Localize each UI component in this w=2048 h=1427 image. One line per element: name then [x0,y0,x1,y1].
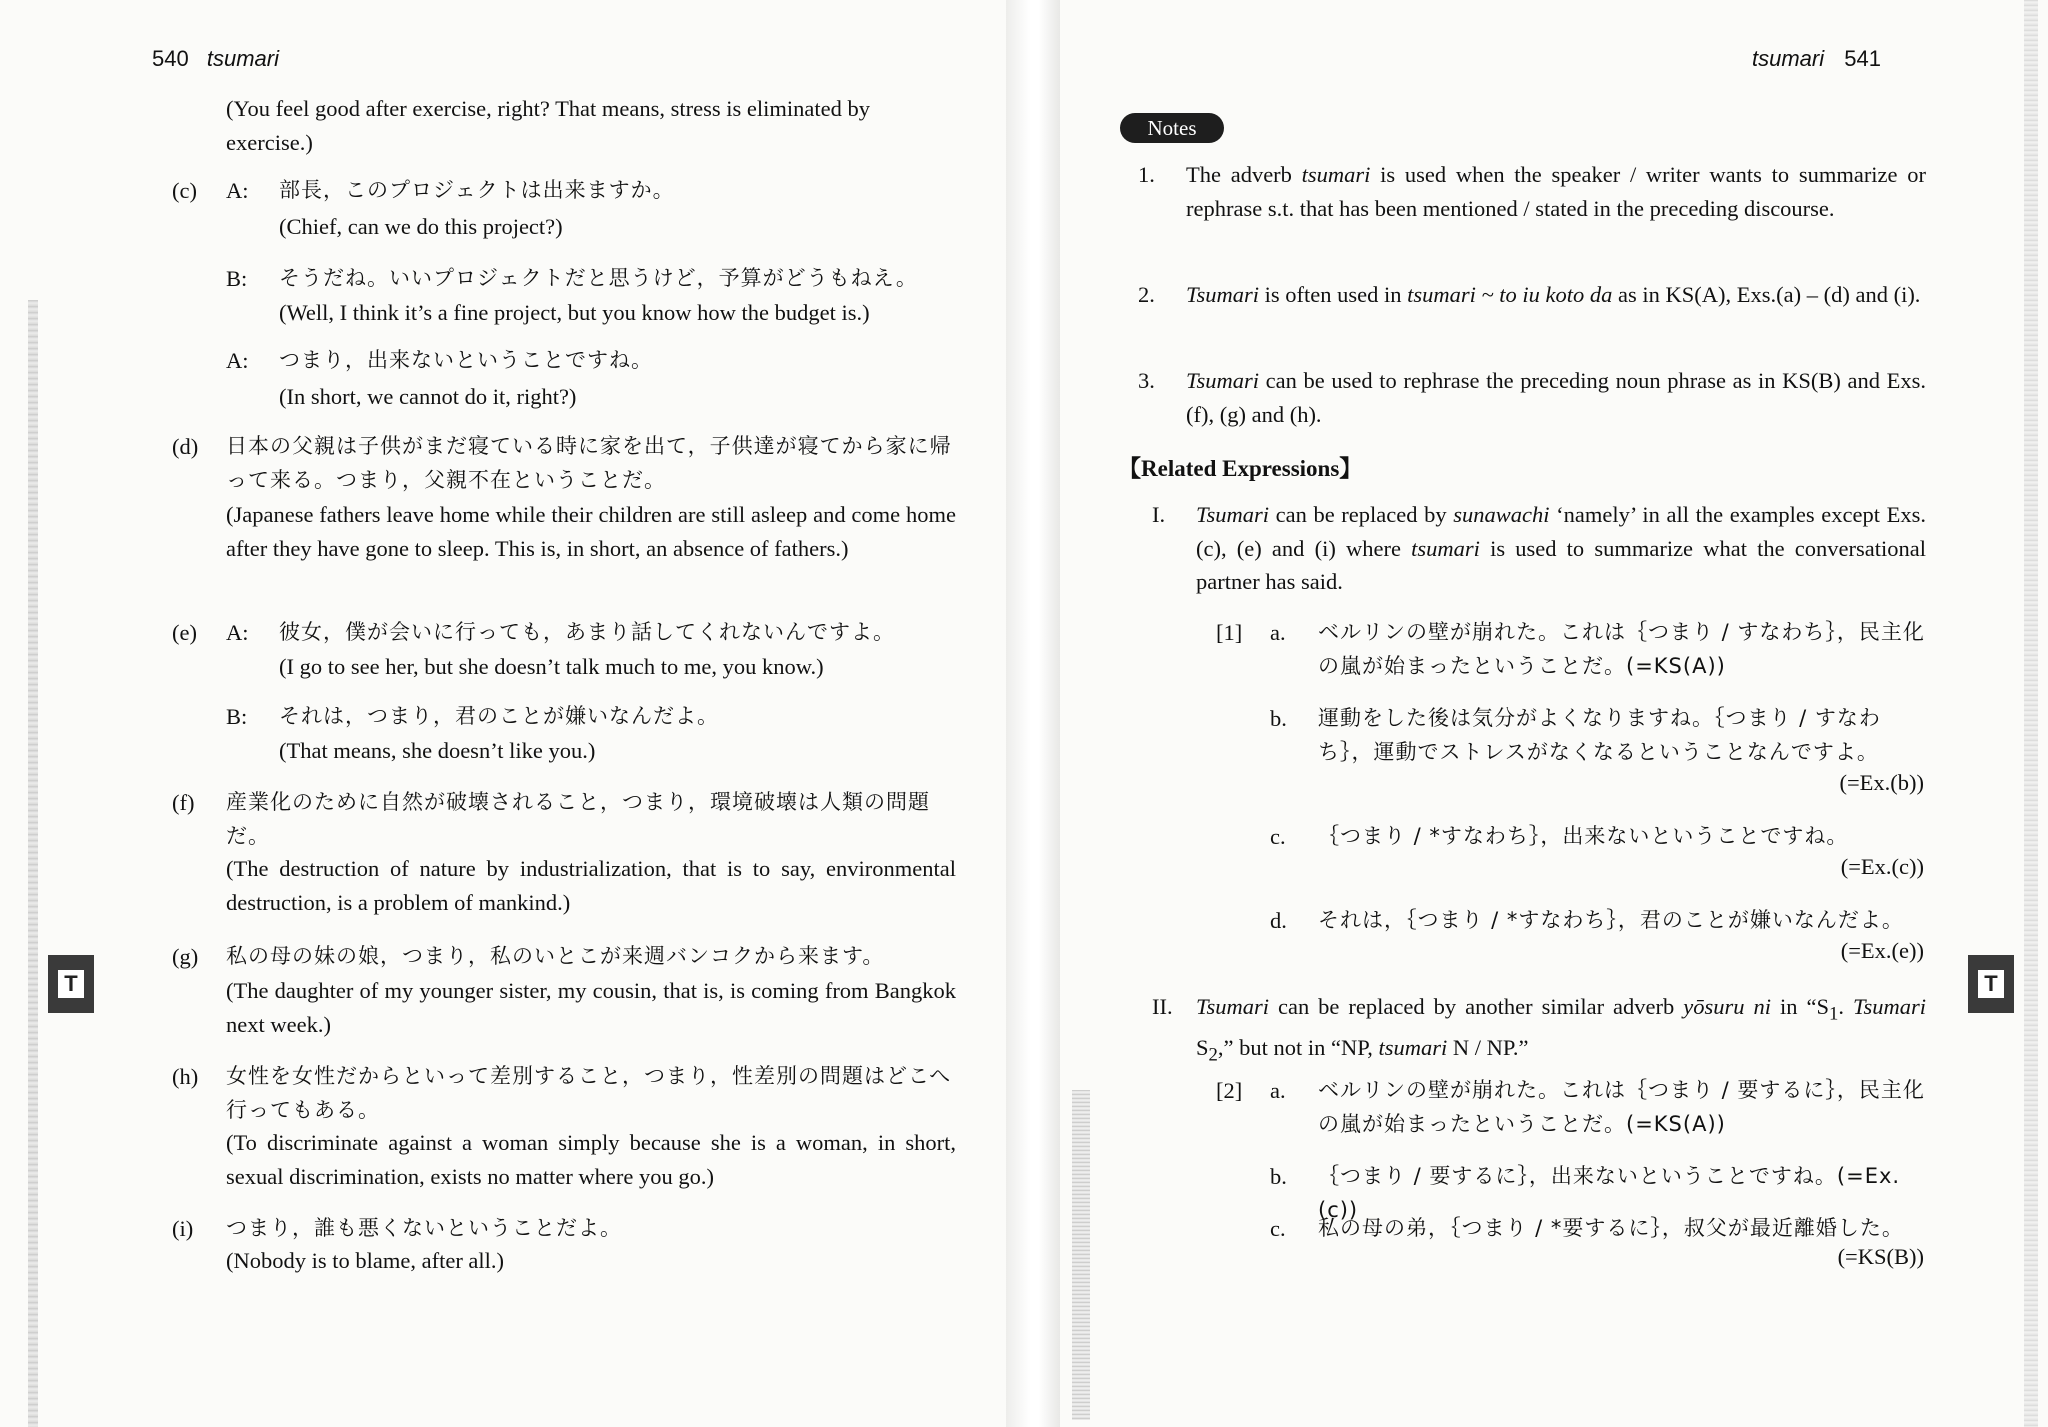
item-japanese: それは，｛つまり / *すなわち｝，君のことが嫌いなんだよ。 [1318,908,1904,932]
item-letter: b. [1270,706,1287,731]
example-translation: (That means, she doesn’t like you.) [279,738,596,763]
running-head-word: tsumari [1752,46,1825,71]
example-japanese: それは，つまり，君のことが嫌いなんだよ。 [279,704,719,728]
example-japanese: つまり，出来ないということですね。 [279,348,653,372]
example-translation: (The destruction of nature by industrialization, that is to say, environmental destruction, is a problem of mankind.) [226,856,956,915]
example-japanese: つまり，誰も悪くないということだよ。 [226,1216,622,1240]
related-number: II. [1152,994,1173,1019]
cross-reference: (=Ex.(b)) [1839,770,1924,795]
speaker-label: A: [226,348,249,373]
item-japanese: ベルリンの壁が崩れた。これは｛つまり / すなわち｝，民主化の嵐が始まったということだ。(=KS(A)) [1318,620,1925,678]
running-head-right [1752,46,1881,72]
speaker-label: B: [226,266,248,291]
example-label-g: (g) [172,944,199,969]
thumb-index-tab: T [1968,955,2014,1013]
note-3: Tsumari can be used to rephrase the preceding noun phrase as in KS(B) and Exs.(f), (g) and (h). [1186,368,1926,427]
note-number: 2. [1138,282,1155,307]
example-translation: (Nobody is to blame, after all.) [226,1248,505,1273]
example-japanese: 女性を女性だからといって差別すること，つまり，性差別の問題はどこへ行ってもある。 [226,1064,952,1122]
example-label-e: (e) [172,620,197,645]
example-translation: (I go to see her, but she doesn’t talk much to me, you know.) [279,654,824,679]
book-gutter [1006,0,1060,1427]
page-edge-shadow [2024,0,2038,1427]
related-number: I. [1152,502,1166,527]
speaker-label: A: [226,620,249,645]
running-head-word: tsumari [206,46,279,71]
item-letter: a. [1270,620,1286,645]
example-translation: (The daughter of my younger sister, my cousin, that is, is coming from Bangkok next week.) [226,978,956,1037]
related-expression-1: Tsumari can be replaced by sunawachi ‘namely’ in all the examples except Exs.(c), (e) and (i) where tsumari is used to summarize what the conversational partner has said. [1196,502,1926,594]
note-2: Tsumari is often used in tsumari ~ to iu koto da as in KS(A), Exs.(a) – (d) and (i). [1186,282,1921,307]
speaker-label: A: [226,178,249,203]
notes-badge: Notes [1120,113,1224,143]
cross-reference: (=Ex.(c)) [1840,854,1924,879]
example-translation: (Japanese fathers leave home while their children are still asleep and come home after they have gone to sleep. This is, in short, an absence of fathers.) [226,502,956,561]
cross-reference: (=KS(B)) [1837,1244,1924,1269]
page-edge-shadow [28,300,38,1427]
example-japanese: 彼女，僕が会いに行っても，あまり話してくれないんですよ。 [279,620,895,644]
example-japanese: 産業化のために自然が破壊されること，つまり，環境破壊は人類の問題だ。 [226,790,930,848]
example-japanese: 部長，このプロジェクトは出来ますか。 [279,178,675,202]
item-japanese: 私の母の弟，｛つまり / *要するに｝，叔父が最近離婚した。 [1318,1216,1904,1240]
item-japanese: ｛つまり / 要するに｝，出来ないということですね。(=Ex.(c)) [1318,1164,1901,1222]
related-expressions-heading: 【Related Expressions】 [1118,456,1363,481]
item-letter: a. [1270,1078,1286,1103]
example-label-h: (h) [172,1064,199,1089]
example-translation: (To discriminate against a woman simply because she is a woman, in short, sexual discrimination, exists no matter where you go.) [226,1130,956,1189]
page-number: 540 [152,46,189,71]
item-letter: c. [1270,824,1286,849]
example-japanese: 日本の父親は子供がまだ寝ている時に家を出て，子供達が寝てから家に帰って来る。つまり，父親不在ということだ。 [226,434,952,492]
example-japanese: 私の母の妹の娘，つまり，私のいとこが来週バンコクから来ます。 [226,944,885,968]
item-letter: b. [1270,1164,1287,1189]
thumb-index-tab: T [48,955,94,1013]
item-japanese: ベルリンの壁が崩れた。これは｛つまり / 要するに｝，民主化の嵐が始まったということだ。(=KS(A)) [1318,1078,1925,1136]
note-number: 3. [1138,368,1155,393]
page-number: 541 [1844,46,1881,71]
item-letter: d. [1270,908,1287,933]
example-translation: (Well, I think it’s a fine project, but you know how the budget is.) [279,300,870,325]
example-label-c: (c) [172,178,197,203]
cross-reference: (=Ex.(e)) [1840,938,1924,963]
example-group-label: [1] [1216,620,1243,645]
related-expression-2: Tsumari can be replaced by another similar adverb yōsuru ni in “$S_1$. Tsumari $S_2$,” but not in “NP, tsumari N / NP.” [1196,994,1926,1066]
item-japanese: 運動をした後は気分がよくなりますね。｛つまり / すなわち｝，運動でストレスがなくなるということなんですよ。 [1318,706,1881,764]
item-letter: c. [1270,1216,1286,1241]
example-label-f: (f) [172,790,195,815]
note-number: 1. [1138,162,1155,187]
left-page [0,0,1006,1427]
scan-shadow [1072,1090,1090,1420]
intro-translation: (You feel good after exercise, right? That means, stress is eliminated by exercise.) [226,96,870,155]
example-translation: (In short, we cannot do it, right?) [279,384,577,409]
example-label-i: (i) [172,1216,194,1241]
example-label-d: (d) [172,434,199,459]
example-translation: (Chief, can we do this project?) [279,214,563,239]
item-japanese: ｛つまり / *すなわち｝，出来ないということですね。 [1318,824,1849,848]
running-head-left [152,46,279,72]
note-1: The adverb tsumari is used when the speaker / writer wants to summarize or rephrase s.t. that has been mentioned / stated in the preceding discourse. [1186,162,1926,221]
speaker-label: B: [226,704,248,729]
example-japanese: そうだね。いいプロジェクトだと思うけど，予算がどうもねえ。 [279,266,918,290]
example-group-label: [2] [1216,1078,1243,1103]
